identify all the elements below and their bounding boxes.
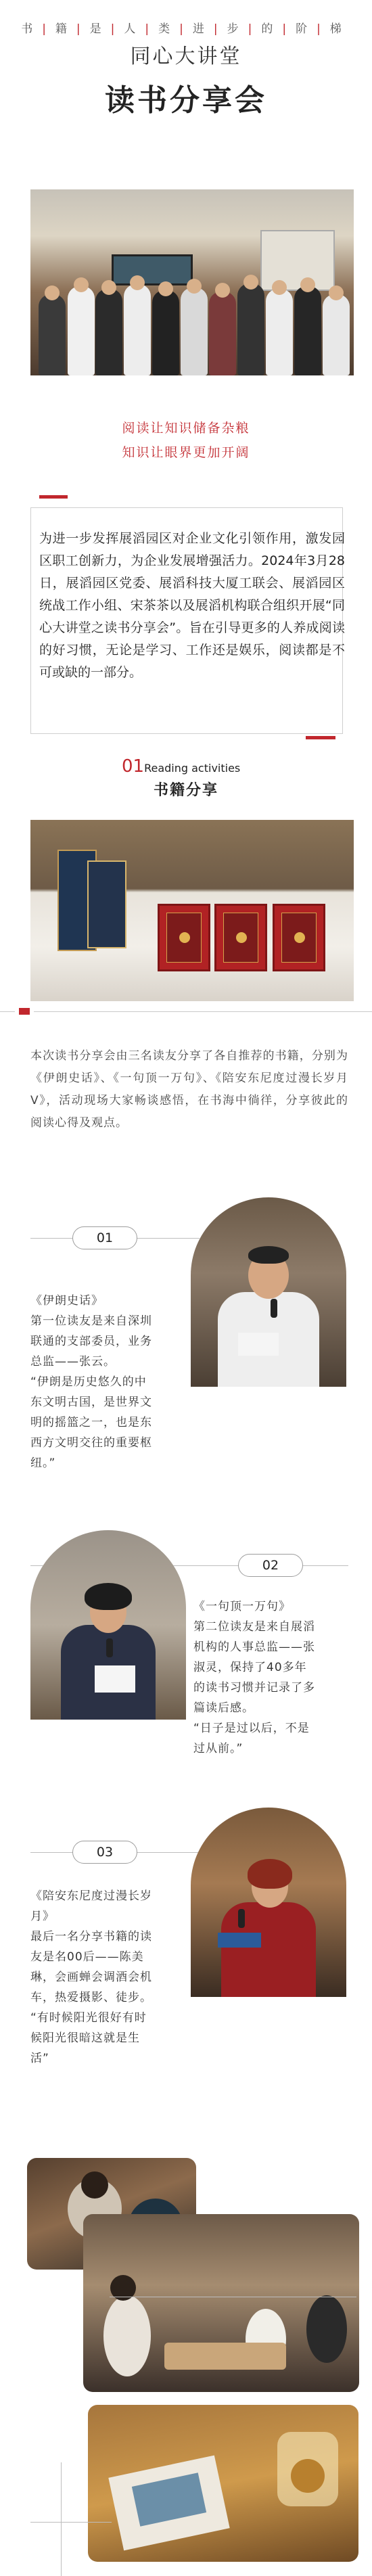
speaker-number: 03 (72, 1841, 137, 1864)
speaker-number: 01 (72, 1226, 137, 1249)
screen-shape (112, 254, 193, 285)
divider (61, 2462, 62, 2576)
speaker-2-photo (30, 1530, 186, 1720)
summary-text: 本次读书分享会由三名读友分享了各自推荐的书籍，分别为《伊朗史话》、《一句顶一万句》、《陪安东尼度过漫长岁月Ⅴ》，活动现场大家畅谈感悟，在书海中徜徉，分享彼此的阅读心得及观点。 (30, 1049, 348, 1130)
board-shape (260, 230, 335, 291)
speaker-text-line: “伊朗是历史悠久的中 (30, 1375, 147, 1389)
section-heading (122, 756, 240, 777)
tagline (0, 19, 372, 36)
speaker-text-line: 候阳光很暗这就是生 (30, 2031, 140, 2045)
speaker-text-line: 第一位读友是来自深圳 (30, 1314, 152, 1328)
tagline-separator: | (145, 22, 159, 36)
speaker-text-line: 《陪安东尼度过漫长岁 (30, 1889, 152, 1903)
tagline-char: 是 (89, 22, 111, 36)
speaker-3-photo (191, 1808, 346, 1997)
speaker-text-line: 的读书习惯并记录了多 (193, 1681, 315, 1695)
speaker-text-line: 篇读后感。 (193, 1701, 254, 1715)
section-label-en: Reading activities (144, 762, 241, 775)
tagline-separator: | (248, 22, 262, 36)
speaker-text-line: 《伊朗史话》 (30, 1294, 103, 1308)
quote-line-1: 阅读让知识储备杂粮 (122, 421, 250, 436)
divider (30, 2522, 112, 2523)
speaker-text-line: 最后一名分享书籍的读 (30, 1930, 152, 1944)
accent-bar (19, 1008, 30, 1015)
speaker-text-line: “日子是过以后，不是 (193, 1722, 310, 1735)
speaker-number: 02 (238, 1554, 303, 1577)
speaker-text-line: 西方文明交往的重要枢 (30, 1436, 152, 1450)
tagline-char: 进 (192, 22, 214, 36)
tagline-separator: | (213, 22, 227, 36)
tagline-separator: | (282, 22, 296, 36)
speaker-1-photo (191, 1197, 346, 1387)
tagline-separator: | (317, 22, 330, 36)
divider (34, 1011, 372, 1012)
title-line2: 读书分享会 (105, 83, 267, 118)
speaker-2-text (193, 1596, 315, 1759)
tagline-separator: | (110, 22, 124, 36)
speaker-3-text (30, 1886, 152, 2069)
books-photo (30, 820, 354, 1001)
tagline-char: 人 (124, 22, 145, 36)
intro-text: 为进一步发挥展滔园区对企业文化引领作用，激发园区职工创新力，为企业发展增强活力。2024年3月28日，展滔园区党委、展滔科技大厦工联会、展滔园区统战工作小组、宋茶茶以及展滔机构联合组织开展“同心大讲堂之读书分享会”。旨在引导更多的人养成阅读的好习惯，无论是学习、工作还是娱乐，阅读都是不可或缺的一部分。 (39, 531, 345, 680)
tagline-char: 籍 (55, 22, 76, 36)
gallery-photo-2 (83, 2214, 359, 2392)
speaker-text-line: 过从前。” (193, 1742, 243, 1755)
speaker-text-line: 总监——张云。 (30, 1355, 116, 1368)
speaker-text-line: 车，热爱摄影、徒步。 (30, 1991, 152, 2004)
divider (0, 1011, 15, 1012)
speaker-text-line: 《一句顶一万句》 (193, 1600, 291, 1613)
speaker-1-text (30, 1291, 152, 1473)
speaker-text-line: 淑灵，保持了40多年 (193, 1661, 307, 1674)
speaker-text-line: 月》 (30, 1910, 55, 1923)
tagline-separator: | (76, 22, 90, 36)
speaker-text-line: 机构的人事总监——张 (193, 1640, 315, 1654)
tagline-char: 类 (158, 22, 180, 36)
gallery-photo-3 (88, 2405, 358, 2562)
section-number: 01 (122, 756, 145, 777)
speaker-text-line: 友是名00后——陈美 (30, 1950, 144, 1964)
section-title: 书籍分享 (153, 782, 218, 799)
speaker-text-line: 联通的支部委员，业务 (30, 1335, 152, 1348)
group-photo (30, 189, 354, 375)
tagline-char: 书 (21, 22, 43, 36)
speaker-text-line: 活” (30, 2052, 49, 2065)
tagline-char: 的 (261, 22, 283, 36)
tagline-char: 梯 (329, 22, 351, 36)
accent-bar (306, 736, 335, 739)
speaker-text-line: 琳，会画蝉会调酒会机 (30, 1971, 152, 1984)
tagline-separator: | (42, 22, 55, 36)
title-line1: 同心大讲堂 (130, 45, 242, 68)
accent-bar (39, 495, 68, 499)
speaker-text-line: 明的摇篮之一，也是东 (30, 1416, 152, 1429)
tagline-char: 阶 (296, 22, 317, 36)
speaker-text-line: 第二位读友是来自展滔 (193, 1620, 315, 1634)
tagline-char: 步 (227, 22, 248, 36)
speaker-text-line: “有时候阳光很好有时 (30, 2011, 147, 2025)
speaker-text-line: 东文明古国，是世界文 (30, 1396, 152, 1409)
quote-line-2: 知识让眼界更加开阔 (122, 445, 250, 460)
speaker-text-line: 纽。” (30, 1456, 56, 1470)
tagline-separator: | (179, 22, 193, 36)
